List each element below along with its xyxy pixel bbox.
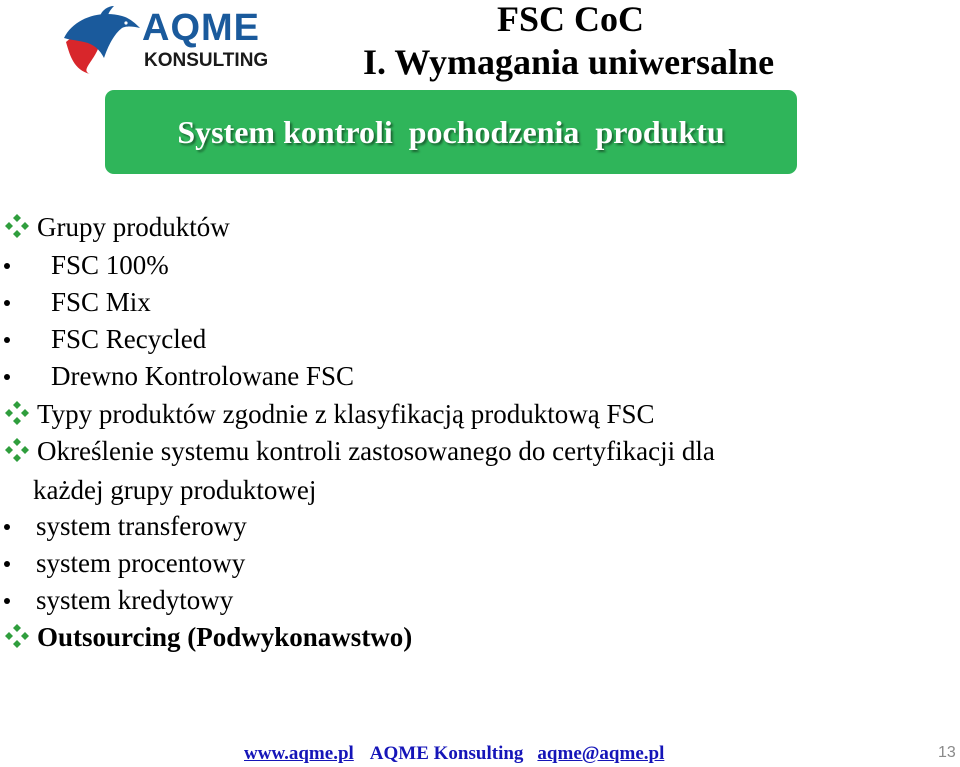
diamond-bullet-icon [4,213,30,239]
bullet-dot [4,524,10,530]
logo-brand-text: AQME [142,7,260,49]
section-heading-outsourcing: Outsourcing (Podwykonawstwo) [37,622,413,652]
logo-sub-text: KONSULTING [144,50,269,71]
bullet-dot [4,374,10,380]
section-banner [105,90,797,174]
list-item: system kredytowy [36,585,234,615]
diamond-bullet-icon [4,437,30,463]
bullet-dot [4,337,10,343]
section-heading-control-system-cont: każdej grupy produktowej [33,475,317,505]
dolphin-icon [60,4,144,76]
page-title: FSC CoC [497,0,645,39]
list-item: FSC 100% [51,250,169,280]
list-item: system transferowy [36,511,247,541]
footer-website-link[interactable]: www.aqme.pl [244,743,354,764]
section-heading-product-types: Typy produktów zgodnie z klasyfikacją produktową FSC [37,399,655,429]
section-heading-control-system: Określenie systemu kontroli zastosowanego do certyfikacji dla [37,436,715,466]
bullet-dot [4,598,10,604]
list-item: FSC Recycled [51,324,207,354]
footer [244,742,664,766]
banner-text: System kontroli pochodzenia produktu [177,113,725,150]
footer-company-name: AQME Konsulting [369,743,524,764]
page-number: 13 [938,744,956,761]
page-subtitle: I. Wymagania uniwersalne [363,42,775,82]
list-item: FSC Mix [51,287,151,317]
bullet-dot [4,561,10,567]
bullet-dot [4,263,10,269]
company-logo [60,4,280,76]
diamond-bullet-icon [4,400,30,426]
bullet-dot [4,300,10,306]
list-item: system procentowy [36,548,246,578]
diamond-bullet-icon [4,623,30,649]
list-item: Drewno Kontrolowane FSC [51,361,354,391]
footer-email-link[interactable]: aqme@aqme.pl [537,743,665,764]
section-heading-product-groups: Grupy produktów [37,212,230,242]
